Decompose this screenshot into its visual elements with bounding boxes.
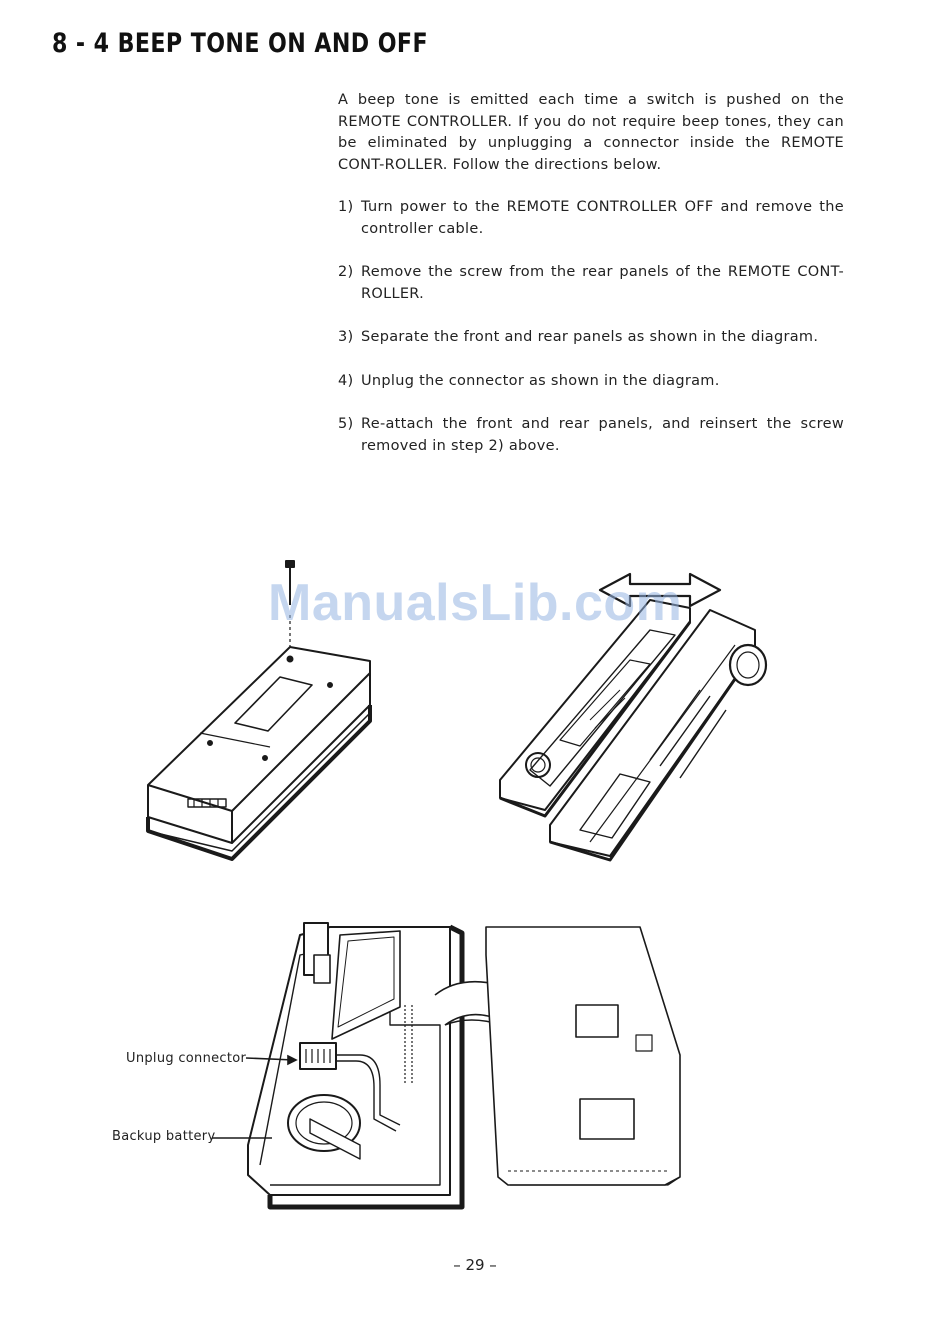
step-number: 1) xyxy=(338,199,354,215)
watermark-text: ManualsLib.com xyxy=(268,574,683,632)
section-title: 8 - 4 BEEP TONE ON AND OFF xyxy=(52,28,429,59)
intro-paragraph: A beep tone is emitted each time a switch is pushed on the REMOTE CONTROLLER. If you do not require beep tones, they can be eliminated by unplugging a connector inside the REMOTE CONT-ROLLER. Follow the directions below. xyxy=(338,92,844,173)
callout-backup-battery: Backup battery xyxy=(112,1129,216,1144)
step-number: 2) xyxy=(338,264,354,280)
step-text: Turn power to the REMOTE CONTROLLER OFF and remove the controller cable. xyxy=(361,199,844,237)
callout-unplug-connector: Unplug connector xyxy=(126,1051,247,1066)
instruction-steps xyxy=(338,197,844,457)
step-text: Re-attach the front and rear panels, and reinsert the screw removed in step 2) above. xyxy=(361,416,844,454)
step-item xyxy=(338,371,844,393)
step-text: Unplug the connector as shown in the diagram. xyxy=(361,372,720,389)
step-number: 3) xyxy=(338,329,354,345)
step-item xyxy=(338,327,844,349)
step-item xyxy=(338,414,844,457)
step-number: 4) xyxy=(338,372,354,389)
step-number: 5) xyxy=(338,416,354,432)
step-text: Separate the front and rear panels as shown in the diagram. xyxy=(361,329,819,345)
page-number: – 29 – xyxy=(453,1256,497,1274)
step-item xyxy=(338,197,844,240)
step-item xyxy=(338,262,844,305)
step-text: Remove the screw from the rear panels of the REMOTE CONT-ROLLER. xyxy=(361,264,844,302)
